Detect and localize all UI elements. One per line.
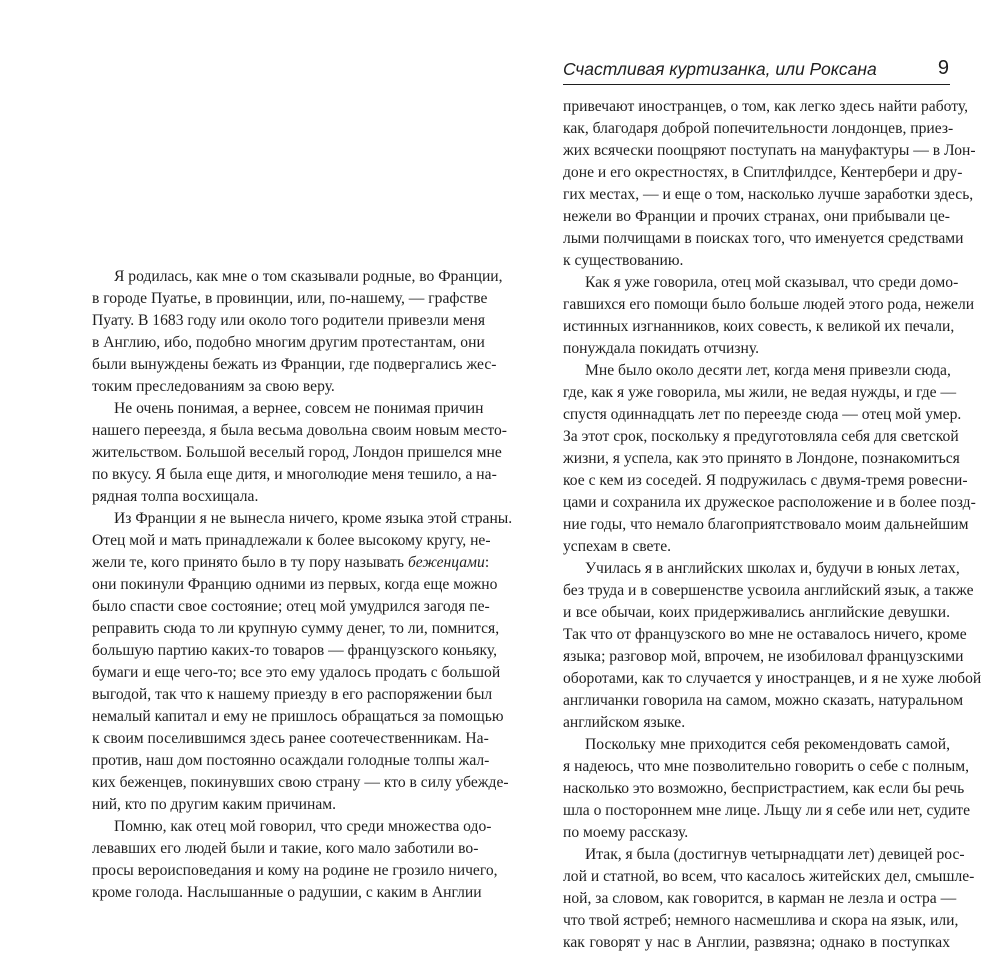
text-line xyxy=(563,228,964,250)
text-line xyxy=(92,354,497,376)
text-segment: к своим поселившимся здесь ранее соотечественникам. На- xyxy=(92,730,489,747)
header-rule xyxy=(563,84,950,85)
text-line xyxy=(563,492,976,514)
text-line xyxy=(563,316,955,338)
text-line xyxy=(563,536,950,558)
text-line xyxy=(563,426,959,448)
text-line xyxy=(92,574,498,596)
text-segment: немалый капитал и ему не пришлось обращаться за помощью xyxy=(92,708,504,725)
text-line xyxy=(92,420,507,442)
text-segment: понуждала покидать отчизну. xyxy=(563,340,760,357)
text-line xyxy=(92,838,479,860)
text-segment: были вынуждены бежать из Франции, где подвергались жес- xyxy=(92,356,497,373)
text-segment: Поскольку мне приходится себя рекомендовать самой, xyxy=(585,736,950,753)
text-segment: Итак, я была (достигнув четырнадцати лет) девицей рос- xyxy=(585,846,965,863)
text-line xyxy=(92,772,509,794)
text-segment: Я родилась, как мне о том сказывали родные, во Франции, xyxy=(114,268,503,285)
text-segment: гавшихся его помощи было больше людей этого рода, нежели xyxy=(563,296,975,313)
text-segment: против, наш дом постоянно осаждали голодные толпы жал- xyxy=(92,752,490,769)
text-segment: успехам в свете. xyxy=(563,538,672,555)
text-segment: просы вероисповедания и кому на родине не грозило ничего, xyxy=(92,862,498,879)
text-segment: я надеюсь, что мне позволительно говорить о себе с полным, xyxy=(563,758,970,775)
text-line xyxy=(92,618,500,640)
text-line xyxy=(92,706,504,728)
text-segment: привечают иностранцев, о том, как легко здесь найти работу, xyxy=(563,98,968,115)
text-segment: Отец мой и мать принадлежали к более высокому кругу, не- xyxy=(92,532,491,549)
text-segment: жительством. Большой веселый город, Лондон пришелся мне xyxy=(92,444,502,461)
text-segment: где, как я уже говорила, мы жили, не ведая нужды, и где — xyxy=(563,384,957,401)
text-line xyxy=(563,844,965,866)
page-number: 9 xyxy=(937,57,949,79)
text-segment: как говорят у нас в Англии, развязна; однако в поступках xyxy=(563,934,950,951)
text-line xyxy=(563,690,964,712)
text-line xyxy=(563,580,974,602)
text-line xyxy=(563,756,970,778)
text-line xyxy=(563,932,950,954)
text-line xyxy=(563,294,975,316)
text-line xyxy=(92,684,493,706)
text-line xyxy=(92,376,458,398)
text-segment: левавших его людей были и такие, кого мало заботили во- xyxy=(92,840,479,857)
text-line xyxy=(563,338,950,360)
text-line xyxy=(92,640,498,662)
text-segment: большую партию каких-то товаров — французского коньяку, xyxy=(92,642,498,659)
text-segment: выгодой, так что к нашему приезду в его распоряжении был xyxy=(92,686,493,703)
text-line xyxy=(92,882,482,904)
text-segment: что твой ястреб; немного насмешлива и скора на язык, или, xyxy=(563,912,959,929)
text-line xyxy=(92,552,490,574)
text-line xyxy=(563,712,950,734)
text-line xyxy=(563,404,962,426)
text-segment: было спасти свое состояние; отец мой умудрился загодя пе- xyxy=(92,598,490,615)
text-line xyxy=(563,910,959,932)
text-line xyxy=(563,558,960,580)
text-segment: спустя одиннадцать лет по переезде сюда — отец мой умер. xyxy=(563,406,962,423)
text-segment: по вкусу. Я была еще дитя, и многолюдие меня тешило, а на- xyxy=(92,466,497,483)
text-segment: Не очень понимая, а вернее, совсем не понимая причин xyxy=(114,400,484,417)
text-line xyxy=(563,250,950,272)
text-line xyxy=(563,822,950,844)
text-line xyxy=(92,398,484,420)
text-segment: шла о постороннем мне лице. Льщу ли я себе или нет, судите xyxy=(563,802,971,819)
text-line xyxy=(563,140,976,162)
text-line xyxy=(92,310,486,332)
text-line xyxy=(563,162,963,184)
text-segment: жих всячески поощряют поступать на мануфактуры — в Лон- xyxy=(563,142,976,159)
text-line xyxy=(92,596,490,618)
text-segment: нежели во Франции и прочих странах, они прибывали це- xyxy=(563,208,950,225)
text-line xyxy=(92,750,490,772)
text-segment: Мне было около десяти лет, когда меня привезли сюда, xyxy=(585,362,951,379)
text-segment: оборотами, как то случается у иностранцев, и я не хуже любой xyxy=(563,670,982,687)
text-segment: Из Франции я не вынесла ничего, кроме языка этой страны. xyxy=(114,510,513,527)
text-line xyxy=(563,96,968,118)
text-line xyxy=(563,448,960,470)
text-segment: насколько это возможно, беспристрастием, как если бы речь xyxy=(563,780,965,797)
text-segment: языка; разговор мой, впрочем, не изобиловал французскими xyxy=(563,648,964,665)
text-line xyxy=(563,668,982,690)
text-segment: кроме голода. Наслышанные о радушии, с каким в Англии xyxy=(92,884,482,901)
text-segment: рядная толпа восхищала. xyxy=(92,488,259,505)
text-segment: За этот срок, поскольку я предуготовляла себя для светской xyxy=(563,428,959,445)
text-line xyxy=(92,288,488,310)
text-segment: истинных изгнанников, коих совесть, к великой их печали, xyxy=(563,318,955,335)
text-segment: токим преследованиям за свою веру. xyxy=(92,378,335,395)
text-segment: ние годы, что немало благоприятствовало моим дальнейшим xyxy=(563,516,969,533)
text-segment: они покинули Францию одними из первых, когда еще можно xyxy=(92,576,498,593)
text-segment: гих местах, — и еще о том, насколько лучше заработки здесь, xyxy=(563,186,974,203)
text-segment: Училась я в английских школах и, будучи в юных летах, xyxy=(585,560,960,577)
text-line xyxy=(563,514,969,536)
text-line xyxy=(92,794,458,816)
text-line xyxy=(92,816,492,838)
text-segment: доне и его окрестностях, в Спитлфилдсе, Кентербери и дру- xyxy=(563,164,963,181)
text-segment: английском языке. xyxy=(563,714,686,731)
text-line xyxy=(563,272,959,294)
text-line xyxy=(563,470,968,492)
text-line xyxy=(92,332,485,354)
text-segment: ких беженцев, покинувших свою страну — кто в силу убежде- xyxy=(92,774,509,791)
text-segment: Как я уже говорила, отец мой сказывал, что среди домо- xyxy=(585,274,959,291)
text-line xyxy=(563,888,957,910)
text-segment: без труда и в совершенстве усвоила английский язык, а также xyxy=(563,582,974,599)
text-line xyxy=(563,734,950,756)
text-line xyxy=(563,118,954,140)
text-segment: к существованию. xyxy=(563,252,684,269)
text-line xyxy=(563,646,964,668)
text-line xyxy=(563,382,957,404)
text-segment: Пуату. В 1683 году или около того родители привезли меня xyxy=(92,312,486,329)
text-segment: как, благодаря доброй попечительности лондонцев, приез- xyxy=(563,120,954,137)
text-segment: и все обычаи, коих придерживались английские девушки. xyxy=(563,604,950,621)
text-segment: в Англию, ибо, подобно многим другим протестантам, они xyxy=(92,334,485,351)
text-segment: по моему рассказу. xyxy=(563,824,689,841)
text-segment: жизни, я успела, как это принято в Лондоне, познакомиться xyxy=(563,450,960,467)
text-segment: ний, кто по другим каким причинам. xyxy=(92,796,337,813)
text-segment: цами и сохранила их дружеское расположение и в более позд- xyxy=(563,494,976,511)
text-segment: : xyxy=(484,554,490,571)
text-segment: Так что от французского во мне не оставалось ничего, кроме xyxy=(563,626,967,643)
text-line xyxy=(563,360,950,382)
text-segment: ной, за словом, как говорится, в карман не лезла и остра — xyxy=(563,890,957,907)
text-line xyxy=(92,464,497,486)
text-line xyxy=(92,442,502,464)
text-line xyxy=(92,266,503,288)
text-line xyxy=(563,800,971,822)
emphasized-text: беженцами xyxy=(407,554,485,571)
text-segment: лыми полчищами в поисках того, что именуется средствами xyxy=(563,230,964,247)
running-head-title: Счастливая куртизанка, или Роксана xyxy=(563,59,877,79)
text-segment: жели те, кого принято было в ту пору называть xyxy=(92,554,408,571)
text-line xyxy=(563,624,967,646)
text-line xyxy=(563,866,975,888)
text-line xyxy=(92,530,491,552)
text-line xyxy=(92,860,498,882)
text-line xyxy=(92,508,513,530)
text-segment: бумаги и еще чего-то; все это ему удалось продать с большой xyxy=(92,664,501,681)
text-segment: Помню, как отец мой говорил, что среди множества одо- xyxy=(114,818,492,835)
text-line xyxy=(92,662,501,684)
text-line xyxy=(563,778,965,800)
text-segment: нашего переезда, я была весьма довольна своим новым место- xyxy=(92,422,507,439)
text-line xyxy=(92,486,458,508)
text-segment: кое с кем из соседей. Я подружилась с двумя-тремя ровесни- xyxy=(563,472,968,489)
text-line xyxy=(563,602,950,624)
text-line xyxy=(563,184,974,206)
text-segment: реправить сюда то ли крупную сумму денег, то ли, помнится, xyxy=(92,620,500,637)
text-segment: лой и статной, во всем, что касалось житейских дел, смышле- xyxy=(563,868,975,885)
text-segment: англичанки говорила на самом, можно сказать, натуральном xyxy=(563,692,964,709)
text-line xyxy=(92,728,489,750)
text-segment: в городе Пуатье, в провинции, или, по-нашему, — графстве xyxy=(92,290,488,307)
text-line xyxy=(563,206,950,228)
